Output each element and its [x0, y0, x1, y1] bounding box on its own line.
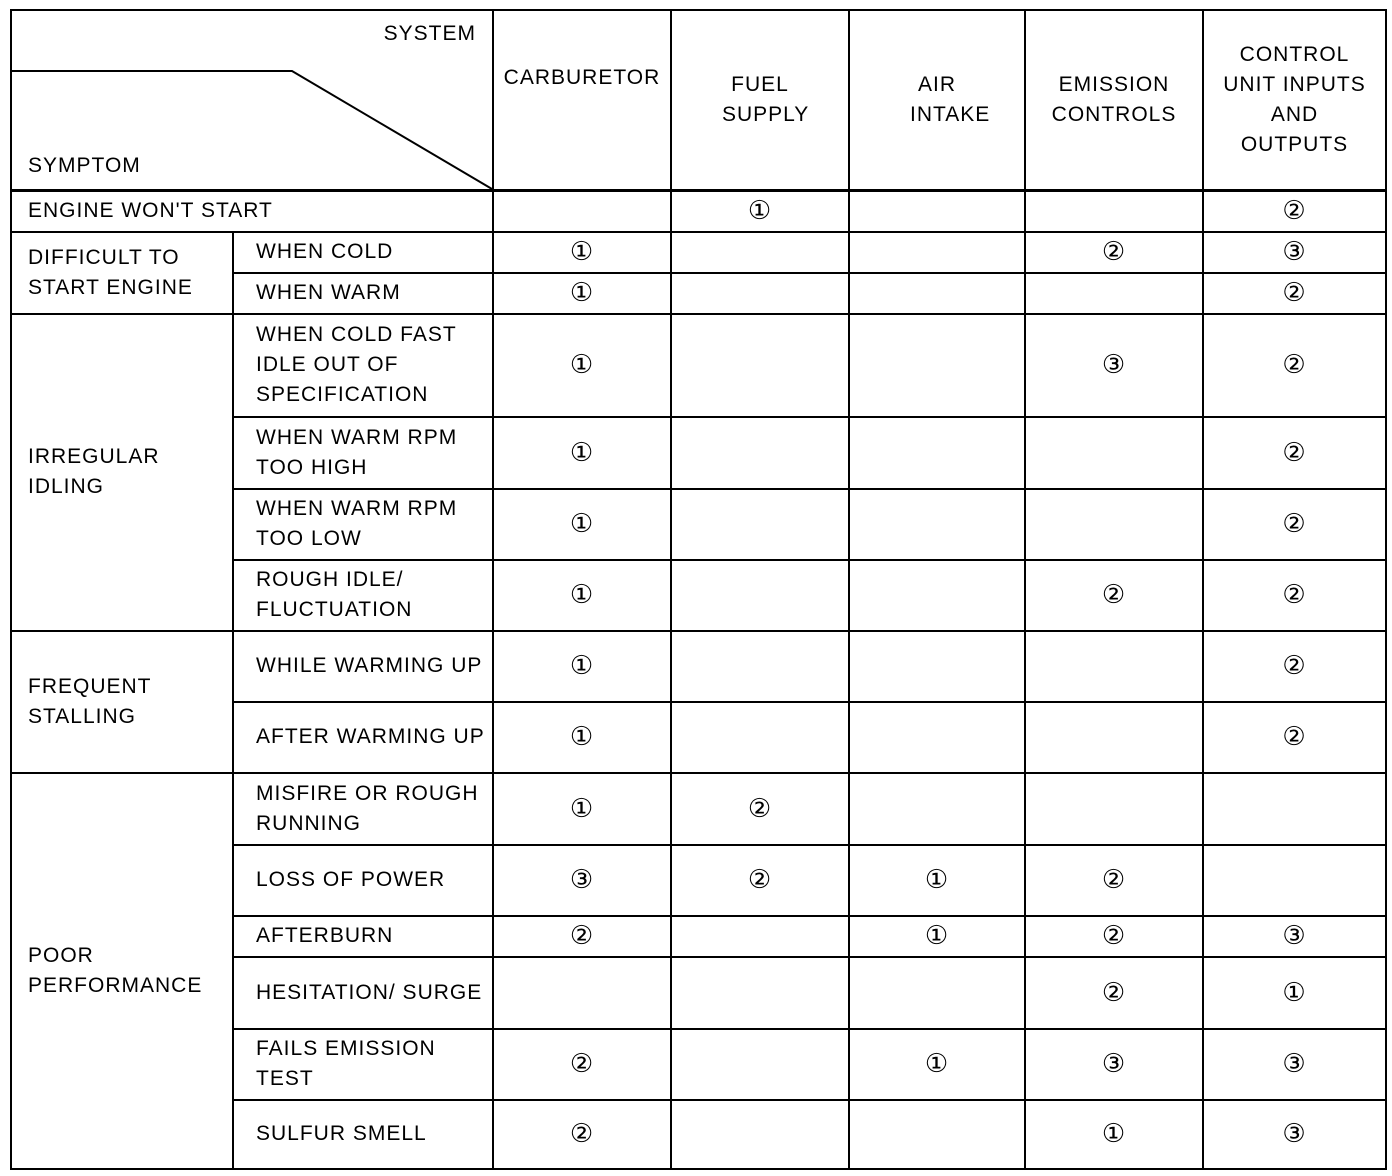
priority-cell [1203, 845, 1386, 916]
column-header-emission-controls: EMISSION CONTROLS [1025, 10, 1203, 191]
symptom-condition: WHEN COLD FAST IDLE OUT OF SPECIFICATION [233, 314, 493, 417]
priority-cell: ② [1203, 191, 1386, 232]
column-header-control-unit: CONTROL UNIT INPUTS AND OUTPUTS [1203, 10, 1386, 191]
priority-cell: ① [493, 417, 671, 489]
priority-cell: ③ [1025, 314, 1203, 417]
symptom-condition: AFTERBURN [233, 916, 493, 957]
priority-cell: ② [1203, 702, 1386, 773]
priority-cell [671, 273, 849, 314]
table-row [11, 314, 1386, 417]
priority-cell [671, 314, 849, 417]
priority-cell: ② [1025, 957, 1203, 1029]
priority-cell: ③ [493, 845, 671, 916]
priority-cell [1025, 702, 1203, 773]
priority-cell: ② [1203, 314, 1386, 417]
symptom-condition: MISFIRE OR ROUGH RUNNING [233, 773, 493, 845]
priority-cell: ① [849, 845, 1025, 916]
priority-cell [493, 957, 671, 1029]
priority-cell: ③ [1025, 1029, 1203, 1100]
priority-cell [671, 560, 849, 631]
symptom-condition: FAILS EMISSION TEST [233, 1029, 493, 1100]
system-label: SYSTEM [383, 22, 476, 45]
column-header-carburetor: CARBURETOR [493, 10, 671, 191]
column-header-air-intake: AIR INTAKE [849, 10, 1025, 191]
symptom-condition: ROUGH IDLE/ FLUCTUATION [233, 560, 493, 631]
priority-cell: ③ [1203, 1029, 1386, 1100]
table-row [11, 191, 1386, 232]
corner-header-cell [11, 10, 493, 191]
priority-cell [849, 702, 1025, 773]
priority-cell: ② [1025, 916, 1203, 957]
priority-cell: ② [1203, 417, 1386, 489]
troubleshooting-table [10, 9, 1387, 1170]
priority-cell: ① [849, 1029, 1025, 1100]
priority-cell: ② [1203, 560, 1386, 631]
column-header-fuel-supply: FUEL SUPPLY [671, 10, 849, 191]
symptom-group-label: FREQUENT STALLING [11, 631, 233, 773]
priority-cell: ② [671, 773, 849, 845]
priority-cell [849, 957, 1025, 1029]
priority-cell [1025, 273, 1203, 314]
priority-cell [671, 489, 849, 560]
symptom-group-label: POOR PERFORMANCE [11, 773, 233, 1169]
priority-cell: ② [1203, 273, 1386, 314]
priority-cell: ① [493, 560, 671, 631]
symptom-condition: WHEN WARM RPM TOO LOW [233, 489, 493, 560]
priority-cell [1203, 773, 1386, 845]
table-row [11, 232, 1386, 273]
priority-cell [849, 773, 1025, 845]
priority-cell: ① [1203, 957, 1386, 1029]
priority-cell [1025, 489, 1203, 560]
priority-cell [1025, 631, 1203, 702]
symptom-condition: LOSS OF POWER [233, 845, 493, 916]
priority-cell [849, 314, 1025, 417]
symptom-label: SYMPTOM [28, 154, 141, 177]
priority-cell: ① [493, 773, 671, 845]
priority-cell: ① [849, 916, 1025, 957]
priority-cell [849, 631, 1025, 702]
priority-cell [849, 191, 1025, 232]
symptom-group-label: DIFFICULT TO START ENGINE [11, 232, 233, 314]
priority-cell [671, 232, 849, 273]
priority-cell: ① [671, 191, 849, 232]
priority-cell [1025, 417, 1203, 489]
symptom-condition: WHEN WARM [233, 273, 493, 314]
priority-cell [1025, 191, 1203, 232]
priority-cell [493, 191, 671, 232]
priority-cell: ① [493, 702, 671, 773]
priority-cell [849, 417, 1025, 489]
priority-cell: ③ [1203, 232, 1386, 273]
priority-cell [671, 1100, 849, 1169]
priority-cell: ① [493, 631, 671, 702]
priority-cell: ② [1025, 232, 1203, 273]
symptom-group-label: IRREGULAR IDLING [11, 314, 233, 631]
priority-cell [1025, 773, 1203, 845]
table-body [11, 191, 1386, 1169]
priority-cell [671, 417, 849, 489]
priority-cell: ① [493, 489, 671, 560]
priority-cell: ① [493, 273, 671, 314]
priority-cell: ② [493, 1029, 671, 1100]
priority-cell: ② [1203, 489, 1386, 560]
priority-cell: ③ [1203, 916, 1386, 957]
symptom-condition: WHILE WARMING UP [233, 631, 493, 702]
symptom-condition: WHEN WARM RPM TOO HIGH [233, 417, 493, 489]
priority-cell [849, 489, 1025, 560]
priority-cell: ② [1025, 845, 1203, 916]
symptom-group-label: ENGINE WON'T START [11, 191, 493, 232]
priority-cell: ③ [1203, 1100, 1386, 1169]
priority-cell: ① [493, 314, 671, 417]
header-row [11, 10, 1386, 191]
priority-cell [849, 273, 1025, 314]
priority-cell [849, 1100, 1025, 1169]
priority-cell [849, 560, 1025, 631]
priority-cell [671, 631, 849, 702]
priority-cell [849, 232, 1025, 273]
symptom-condition: SULFUR SMELL [233, 1100, 493, 1169]
priority-cell [671, 1029, 849, 1100]
priority-cell: ② [1025, 560, 1203, 631]
symptom-condition: AFTER WARMING UP [233, 702, 493, 773]
priority-cell: ① [493, 232, 671, 273]
table-row [11, 631, 1386, 702]
priority-cell: ② [671, 845, 849, 916]
symptom-condition: HESITATION/ SURGE [233, 957, 493, 1029]
priority-cell [671, 702, 849, 773]
priority-cell: ② [493, 1100, 671, 1169]
priority-cell: ② [493, 916, 671, 957]
priority-cell: ① [1025, 1100, 1203, 1169]
priority-cell [671, 916, 849, 957]
symptom-condition: WHEN COLD [233, 232, 493, 273]
priority-cell: ② [1203, 631, 1386, 702]
priority-cell [671, 957, 849, 1029]
table-row [11, 773, 1386, 845]
